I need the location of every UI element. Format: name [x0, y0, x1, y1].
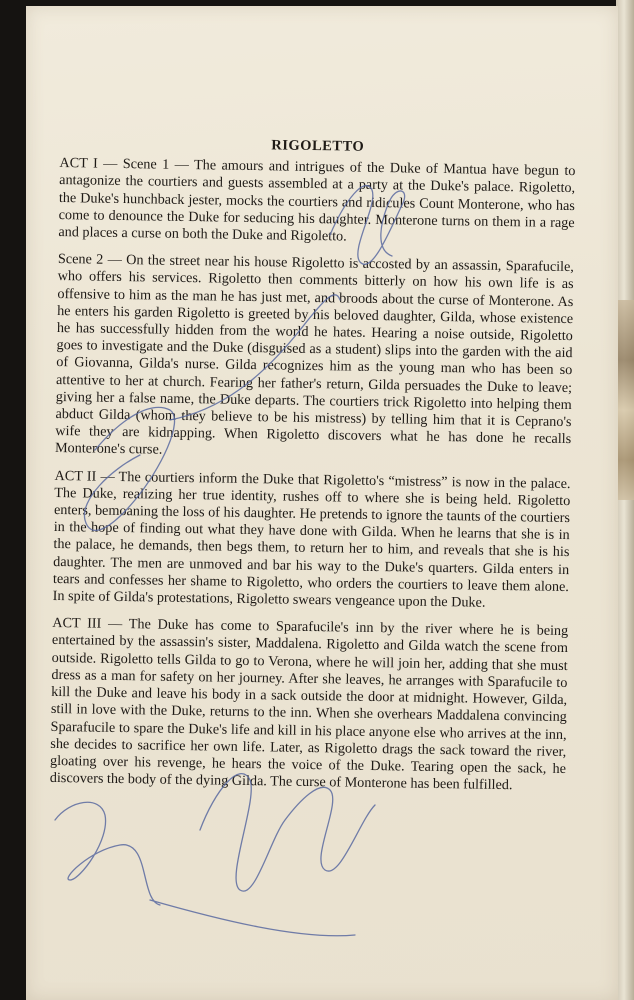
- paragraph-act-1-scene-2: Scene 2 — On the street near his house Rigoletto is accosted by an assassin, Sparafucile, who offers his services. Rigoletto then comments bitterly on how his own life is as offensive to him as the man he has just met, and broods about the curse of Monterone. As he enters his garden Rigoletto is greeted by his beloved daughter, Gilda, whose existence he has successfully hidden from the world he hates. Hearing a noise outside, Rigoletto goes to investigate and the Duke (disguised as a student) slips into the garden with the aid of Giovanna, Gilda's nurse. Gilda recognizes him as the young man who has been so attentive to her at church. Fearing her father's return, Gilda persuades the Duke to leave; giving her a false name, the Duke departs. The courtiers trick Rigoletto into helping them abduct Gilda (whom they believe to be his mistress) by telling him that it is Ceprano's wife they are kidnapping. When Rigoletto discovers what he has done he recalls Monterone's curse.: [54, 251, 575, 459]
- page-title: RIGOLETTO: [271, 137, 365, 155]
- paragraph-act-1-scene-1: ACT I — Scene 1 — The amours and intrigues of the Duke of Mantua have begun to antagonize the courtiers and guests assembled at a party at the Duke's palace. Rigoletto, the Duke's hunchback jester, mocks the courtiers and ridicules Count Monterone, who has come to denounce the Duke for seducing his daughter. Monterone turns on them in a rage and places a curse on both the Duke and Rigoletto.: [58, 155, 576, 245]
- synopsis-text-block: [50, 130, 576, 805]
- next-page-photo-strip: [618, 300, 634, 500]
- next-page-edge: [616, 0, 634, 1000]
- paragraph-act-2: ACT II — The courtiers inform the Duke that Rigoletto's “mistress” is now in the palace. The Duke, realizing her true identity, rushes off to where she is being held. Rigoletto enters, bemoaning the loss of his daughter. He pretends to ignore the taunts of the courtiers in the hope of finding out what they have done with Gilda. When he learns that she is in the palace, he demands, then begs them, to return her to him, and reveals that she is his daughter. The men are unmoved and bar his way to the Duke's quarters. Gilda enters in tears and confesses her shame to Rigoletto, who orders the courtiers to leave them alone. In spite of Gilda's protestations, Rigoletto swears vengeance upon the Duke.: [52, 467, 571, 611]
- paragraph-act-3: ACT III — The Duke has come to Sparafucile's inn by the river where he is being entertained by the assassin's sister, Maddalena. Rigoletto and Gilda watch the scene from outside. Rigoletto tells Gilda to go to Verona, where he will join her, adding that she must dress as a man for safety on her journey. After she leaves, he arranges with Sparafucile to kill the Duke and leave his body in a sack outside the door at midnight. However, Gilda, still in love with the Duke, returns to the inn. When she overhears Maddalena convincing Sparafucile to spare the Duke's life and kill in his place anyone else who arrives at the inn, she decides to sacrifice her own life. Later, as Rigoletto drags the sack toward the river, gloating over his revenge, he hears the voice of the Duke. Tearing open the sack, he discovers the body of the dying Gilda. The curse of Monterone has been fulfilled.: [49, 615, 569, 794]
